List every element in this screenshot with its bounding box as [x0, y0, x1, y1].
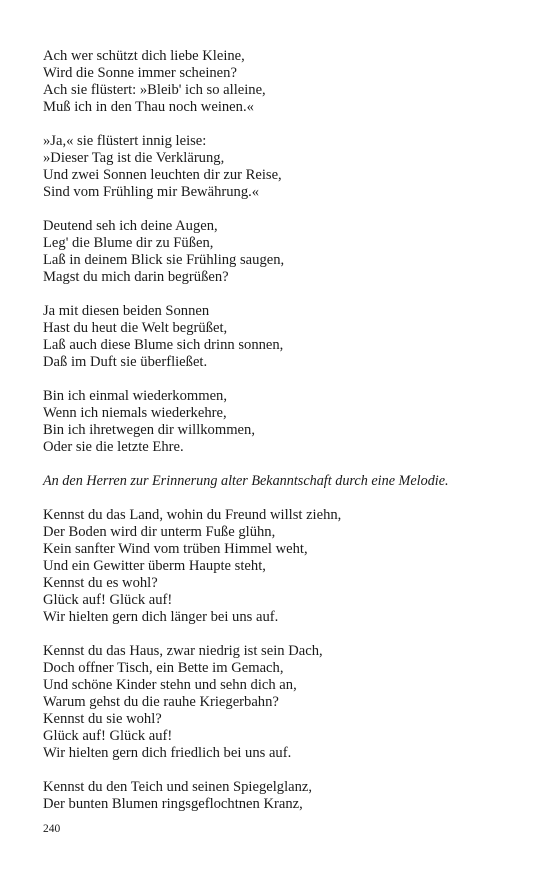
- verse-line: Wird die Sonne immer scheinen?: [43, 65, 237, 81]
- verse-line: Der Boden wird dir unterm Fuße glühn,: [43, 524, 276, 540]
- stanza: [43, 133, 513, 201]
- verse-line: Leg' die Blume dir zu Füßen,: [43, 235, 214, 251]
- verse-line: Magst du mich darin begrüßen?: [43, 269, 229, 285]
- verse-line: »Ja,« sie flüstert innig leise:: [43, 133, 207, 149]
- verse-line: Laß in deinem Blick sie Frühling saugen,: [43, 252, 285, 268]
- verse-line: Deutend seh ich deine Augen,: [43, 218, 218, 234]
- poem-dedication: An den Herren zur Erinnerung alter Bekanntschaft durch eine Melodie.: [43, 473, 449, 489]
- verse-line: Ja mit diesen beiden Sonnen: [43, 303, 210, 319]
- verse-line: Warum gehst du die rauhe Kriegerbahn?: [43, 694, 279, 710]
- verse-line: Bin ich einmal wiederkommen,: [43, 388, 227, 404]
- verse-line: Der bunten Blumen ringsgeflochtnen Kranz,: [43, 796, 303, 812]
- verse-line: Kennst du den Teich und seinen Spiegelglanz,: [43, 779, 313, 795]
- stanza: [43, 48, 513, 116]
- verse-line: Wenn ich niemals wiederkehre,: [43, 405, 227, 421]
- verse-line: Und zwei Sonnen leuchten dir zur Reise,: [43, 167, 282, 183]
- verse-line: Kennst du es wohl?: [43, 575, 158, 591]
- page-text: [43, 48, 513, 830]
- verse-line: Doch offner Tisch, ein Bette im Gemach,: [43, 660, 284, 676]
- verse-line: Glück auf! Glück auf!: [43, 592, 173, 608]
- stanza: [43, 643, 513, 762]
- stanza: [43, 218, 513, 286]
- verse-line: Ach wer schützt dich liebe Kleine,: [43, 48, 245, 64]
- verse-line: Kennst du das Land, wohin du Freund willst ziehn,: [43, 507, 342, 523]
- page-number: 240: [43, 823, 61, 835]
- stanza: [43, 779, 513, 813]
- verse-line: Laß auch diese Blume sich drinn sonnen,: [43, 337, 284, 353]
- verse-line: Oder sie die letzte Ehre.: [43, 439, 184, 455]
- verse-line: Kein sanfter Wind vom trüben Himmel weht,: [43, 541, 308, 557]
- stanza: [43, 388, 513, 456]
- verse-line: Kennst du das Haus, zwar niedrig ist sein Dach,: [43, 643, 323, 659]
- stanza: [43, 507, 513, 626]
- verse-line: Und ein Gewitter überm Haupte steht,: [43, 558, 266, 574]
- verse-line: Daß im Duft sie überfließet.: [43, 354, 208, 370]
- verse-line: Wir hielten gern dich länger bei uns auf.: [43, 609, 279, 625]
- verse-line: »Dieser Tag ist die Verklärung,: [43, 150, 225, 166]
- verse-line: Kennst du sie wohl?: [43, 711, 162, 727]
- verse-line: Muß ich in den Thau noch weinen.«: [43, 99, 254, 115]
- stanza: [43, 303, 513, 371]
- verse-line: Wir hielten gern dich friedlich bei uns auf.: [43, 745, 292, 761]
- verse-line: Glück auf! Glück auf!: [43, 728, 173, 744]
- verse-line: Hast du heut die Welt begrüßet,: [43, 320, 228, 336]
- verse-line: Sind vom Frühling mir Bewährung.«: [43, 184, 260, 200]
- verse-line: Und schöne Kinder stehn und sehn dich an,: [43, 677, 297, 693]
- verse-line: Bin ich ihretwegen dir willkommen,: [43, 422, 255, 438]
- verse-line: Ach sie flüstert: »Bleib' ich so alleine,: [43, 82, 266, 98]
